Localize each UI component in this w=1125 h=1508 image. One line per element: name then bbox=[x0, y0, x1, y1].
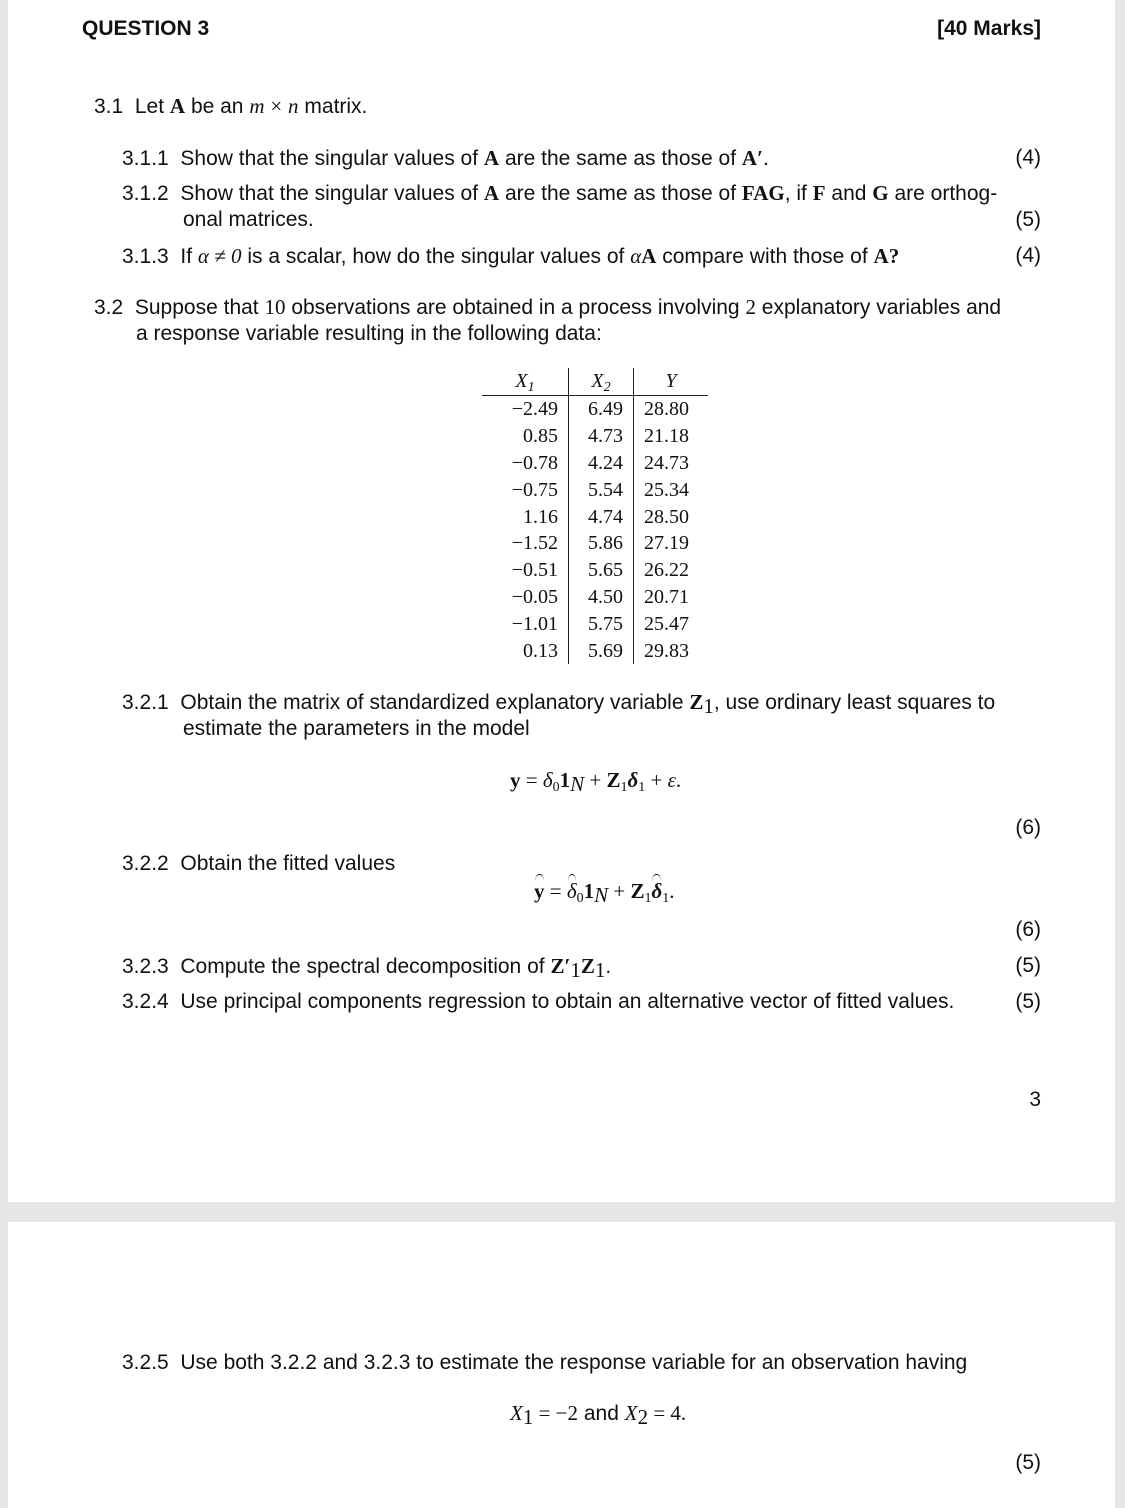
cell-y: 28.50 bbox=[644, 505, 689, 528]
model-equation: $y = \delta_01_N + Z_1\delta_1 + \varepsilon$. bbox=[510, 768, 682, 796]
q324-marks: (5) bbox=[1015, 990, 1041, 1013]
cell-x1: 1.16 bbox=[482, 503, 569, 530]
q311-marks: (4) bbox=[1015, 146, 1041, 169]
cell-x2: 5.86 bbox=[569, 530, 634, 557]
q321-line2: estimate the parameters in the model bbox=[183, 717, 530, 740]
table-row bbox=[482, 503, 708, 530]
table-row bbox=[482, 557, 708, 584]
q323-marks: (5) bbox=[1015, 954, 1041, 977]
header-x1: $X_1$ bbox=[482, 368, 569, 396]
q312-line2: onal matrices. bbox=[183, 208, 314, 231]
cell-x2: 5.75 bbox=[569, 610, 634, 637]
page-number: 3 bbox=[1029, 1088, 1041, 1111]
cell-x1: −2.49 bbox=[482, 396, 569, 423]
table-row bbox=[482, 584, 708, 611]
cell-x2: 4.73 bbox=[569, 423, 634, 450]
cell-x1: −0.78 bbox=[482, 450, 569, 477]
cell-x1: −0.05 bbox=[482, 584, 569, 611]
cell-y: 21.18 bbox=[644, 425, 689, 448]
cell-y: 25.47 bbox=[644, 612, 689, 635]
q323-number: 3.2.3 bbox=[122, 955, 169, 978]
exam-page-2 bbox=[8, 1222, 1115, 1508]
cell-x2: 5.54 bbox=[569, 476, 634, 503]
table-row bbox=[482, 476, 708, 503]
cell-y: 26.22 bbox=[644, 559, 689, 582]
header-y: Y bbox=[634, 368, 709, 396]
cell-y: 20.71 bbox=[644, 585, 689, 608]
cell-y: 25.34 bbox=[644, 478, 689, 501]
cell-x2: 5.69 bbox=[569, 637, 634, 664]
table-header-row bbox=[482, 368, 708, 396]
q32-line2: a response variable resulting in the following data: bbox=[136, 322, 602, 345]
cell-x2: 4.24 bbox=[569, 450, 634, 477]
cell-y: 29.83 bbox=[644, 639, 689, 662]
table-row bbox=[482, 450, 708, 477]
cell-x2: 6.49 bbox=[569, 396, 634, 423]
q325-line: 3.2.5 Use both 3.2.2 and 3.2.3 to estimate the response variable for an observation having bbox=[122, 1351, 968, 1374]
q325-marks: (5) bbox=[1015, 1451, 1041, 1474]
table-row bbox=[482, 637, 708, 664]
q313-line: 3.1.3 If α ≠ 0 is a scalar, how do the singular values of αA compare with those of A? bbox=[122, 244, 900, 268]
q312-number: 3.1.2 bbox=[122, 182, 169, 205]
q322-number: 3.2.2 bbox=[122, 852, 169, 875]
total-marks: [40 Marks] bbox=[937, 17, 1041, 40]
table-row bbox=[482, 530, 708, 557]
cell-x2: 4.50 bbox=[569, 584, 634, 611]
q32-number: 3.2 bbox=[94, 296, 124, 319]
cell-y: 27.19 bbox=[644, 532, 689, 555]
cell-x1: 0.13 bbox=[482, 637, 569, 664]
cell-x1: −0.51 bbox=[482, 557, 569, 584]
cell-x1: −1.01 bbox=[482, 610, 569, 637]
q325-number: 3.2.5 bbox=[122, 1351, 169, 1374]
q322-marks: (6) bbox=[1015, 918, 1041, 941]
exam-page-1 bbox=[8, 0, 1115, 1202]
q321-marks: (6) bbox=[1015, 816, 1041, 839]
table-row bbox=[482, 396, 708, 423]
q325-condition: $X_1 = -2$ and $X_2 = 4$. bbox=[510, 1401, 687, 1429]
cell-y: 28.80 bbox=[644, 398, 689, 421]
q321-number: 3.2.1 bbox=[122, 691, 169, 714]
cell-x2: 5.65 bbox=[569, 557, 634, 584]
q311-number: 3.1.1 bbox=[122, 147, 169, 170]
q32-line1: 3.2 Suppose that 10 observations are obtained in a process involving 2 explanatory variables and bbox=[94, 295, 1002, 319]
data-table bbox=[482, 368, 708, 664]
q31-number: 3.1 bbox=[94, 95, 124, 118]
cell-x1: −0.75 bbox=[482, 476, 569, 503]
table-row bbox=[482, 610, 708, 637]
q324-line: 3.2.4 Use principal components regression to obtain an alternative vector of fitted values. bbox=[122, 990, 955, 1013]
cell-x1: −1.52 bbox=[482, 530, 569, 557]
cell-x1: 0.85 bbox=[482, 423, 569, 450]
q312-marks: (5) bbox=[1015, 208, 1041, 231]
q313-number: 3.1.3 bbox=[122, 245, 169, 268]
q313-marks: (4) bbox=[1015, 244, 1041, 267]
q322-line: 3.2.2 Obtain the fitted values bbox=[122, 852, 396, 875]
question-title: QUESTION 3 bbox=[82, 17, 210, 40]
q321-line1: 3.2.1 Obtain the matrix of standardized explanatory variable $Z_1$, use ordinary least squares to bbox=[122, 690, 996, 718]
q324-number: 3.2.4 bbox=[122, 990, 169, 1013]
table-body bbox=[482, 396, 708, 664]
header-x2: $X_2$ bbox=[569, 368, 634, 396]
cell-x2: 4.74 bbox=[569, 503, 634, 530]
q312-line1: 3.1.2 Show that the singular values of A are the same as those of FAG, if F and G are orthog- bbox=[122, 181, 998, 205]
fitted-equation: $y = \delta_01_N + Z_1\delta_1$. bbox=[534, 879, 675, 907]
q31-intro: 3.1 Let A be an m × n matrix. bbox=[94, 94, 368, 118]
q323-line: 3.2.3 Compute the spectral decomposition of $Z'_1Z_1$. bbox=[122, 954, 612, 982]
cell-y: 24.73 bbox=[644, 451, 689, 474]
q311-line: 3.1.1 Show that the singular values of A are the same as those of A′. bbox=[122, 146, 769, 170]
table-row bbox=[482, 423, 708, 450]
